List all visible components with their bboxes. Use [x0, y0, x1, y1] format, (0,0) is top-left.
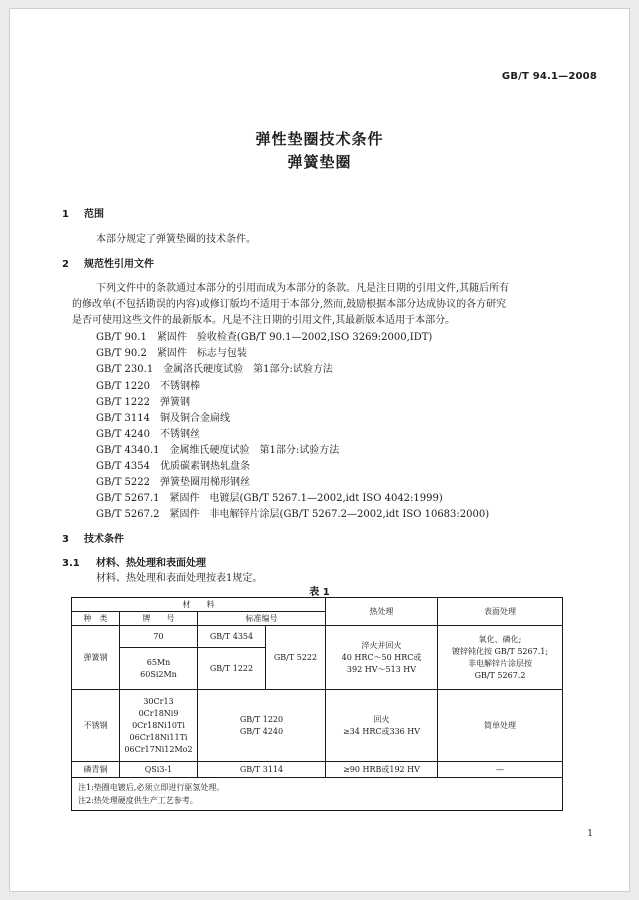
section-3-heading: 3 技术条件: [62, 534, 124, 545]
kind-spring-steel: 弹簧钢: [72, 626, 120, 690]
table-note: 注2:热处理硬度供生产工艺参考。: [78, 796, 198, 805]
table-notes: [72, 778, 563, 811]
refs-paragraph-line-1: 下列文件中的条款通过本部分的引用而成为本部分的条款。凡是注日期的引用文件,其随后所有: [96, 283, 510, 294]
section-2-heading: 2 规范性引用文件: [62, 259, 154, 270]
refs-paragraph-line-3: 是否可使用这些文件的最新版本。凡是不注日期的引用文件,其最新版本适用于本部分。: [72, 315, 456, 326]
section-1-heading: 1 范围: [62, 209, 104, 220]
ref-item: GB/T 5267.2 紧固件 非电解锌片涂层(GB/T 5267.2—2002,idt ISO 10683:2000): [96, 509, 490, 520]
table-header-row: [72, 598, 563, 612]
surface-treatment-stainless: 简单处理: [438, 690, 563, 762]
surface-treatment-bronze: —: [438, 762, 563, 778]
document-title: 弹性垫圈技术条件: [255, 130, 384, 148]
standard-number: GB/T 94.1—2008: [501, 71, 597, 82]
header-standard: 标准编号: [198, 612, 326, 626]
heat-treatment-spring: 淬火并回火 40 HRC～50 HRC或 392 HV～513 HV: [326, 626, 438, 690]
standard-gb3114: GB/T 3114: [198, 762, 326, 778]
table-note: 注1:垫圈电镀后,必须立即进行驱氢处理。: [78, 783, 225, 792]
ref-item: GB/T 4340.1 金属维氏硬度试验 第1部分:试验方法: [96, 445, 340, 456]
standard-gb5222: GB/T 5222: [266, 626, 326, 690]
ref-item: GB/T 4240 不锈钢丝: [96, 429, 201, 440]
kind-stainless-steel: 不锈钢: [72, 690, 120, 762]
standard-stainless: GB/T 1220 GB/T 4240: [198, 690, 326, 762]
grade-stainless: 30Cr13 0Cr18Ni9 0Cr18Ni10Ti 06Cr18Ni11Ti 06Cr17Ni12Mo2: [120, 690, 198, 762]
ref-item: GB/T 5267.1 紧固件 电镀层(GB/T 5267.1—2002,idt ISO 4042:1999): [96, 493, 443, 504]
table-row: [72, 762, 563, 778]
scope-text: 本部分规定了弹簧垫圈的技术条件。: [96, 234, 256, 245]
ref-item: GB/T 5222 弹簧垫圈用梯形钢丝: [96, 477, 251, 488]
ref-item: GB/T 90.2 紧固件 标志与包装: [96, 348, 247, 359]
section-3-1-text: 材料、热处理和表面处理按表1规定。: [96, 573, 263, 584]
grade-70: 70: [120, 626, 198, 648]
ref-item: GB/T 3114 铜及铜合金扁线: [96, 413, 231, 424]
header-surface-treatment: 表面处理: [438, 598, 563, 626]
grade-bronze: QSi3-1: [120, 762, 198, 778]
surface-treatment-spring: 氧化、磷化; 镀锌钝化按 GB/T 5267.1; 非电解锌片涂层按 GB/T 5267.2: [438, 626, 563, 690]
standard-gb4354: GB/T 4354: [198, 626, 266, 648]
header-heat-treatment: 热处理: [326, 598, 438, 626]
table-caption: 表 1: [309, 587, 330, 598]
ref-item: GB/T 90.1 紧固件 验收检查(GB/T 90.1—2002,ISO 3269:2000,IDT): [96, 332, 433, 343]
table-row: [72, 690, 563, 762]
refs-paragraph-line-2: 的修改单(不包括勘误的内容)或修订版均不适用于本部分,然而,鼓励根据本部分达成协议的各方研究: [72, 299, 507, 310]
heat-treatment-bronze: ≥90 HRB或192 HV: [326, 762, 438, 778]
header-grade: 牌 号: [120, 612, 198, 626]
document-page: [9, 8, 630, 892]
header-kind: 种 类: [72, 612, 120, 626]
section-3-1-heading: 3.1 材料、热处理和表面处理: [62, 558, 206, 569]
kind-phosphor-bronze: 磷青铜: [72, 762, 120, 778]
heat-treatment-stainless: 回火 ≥34 HRC或336 HV: [326, 690, 438, 762]
spec-table: [71, 597, 563, 811]
document-subtitle: 弹簧垫圈: [287, 153, 352, 171]
header-material: 材 料: [72, 598, 326, 612]
ref-item: GB/T 4354 优质碳素钢热轧盘条: [96, 461, 251, 472]
grade-manganese: 65Mn 60Si2Mn: [120, 648, 198, 690]
page-number: 1: [587, 829, 593, 839]
table-notes-row: [72, 778, 563, 811]
ref-item: GB/T 230.1 金属洛氏硬度试验 第1部分:试验方法: [96, 364, 333, 375]
ref-item: GB/T 1220 不锈钢棒: [96, 381, 201, 392]
standard-gb1222: GB/T 1222: [198, 648, 266, 690]
table-row: [72, 626, 563, 648]
ref-item: GB/T 1222 弹簧钢: [96, 397, 191, 408]
